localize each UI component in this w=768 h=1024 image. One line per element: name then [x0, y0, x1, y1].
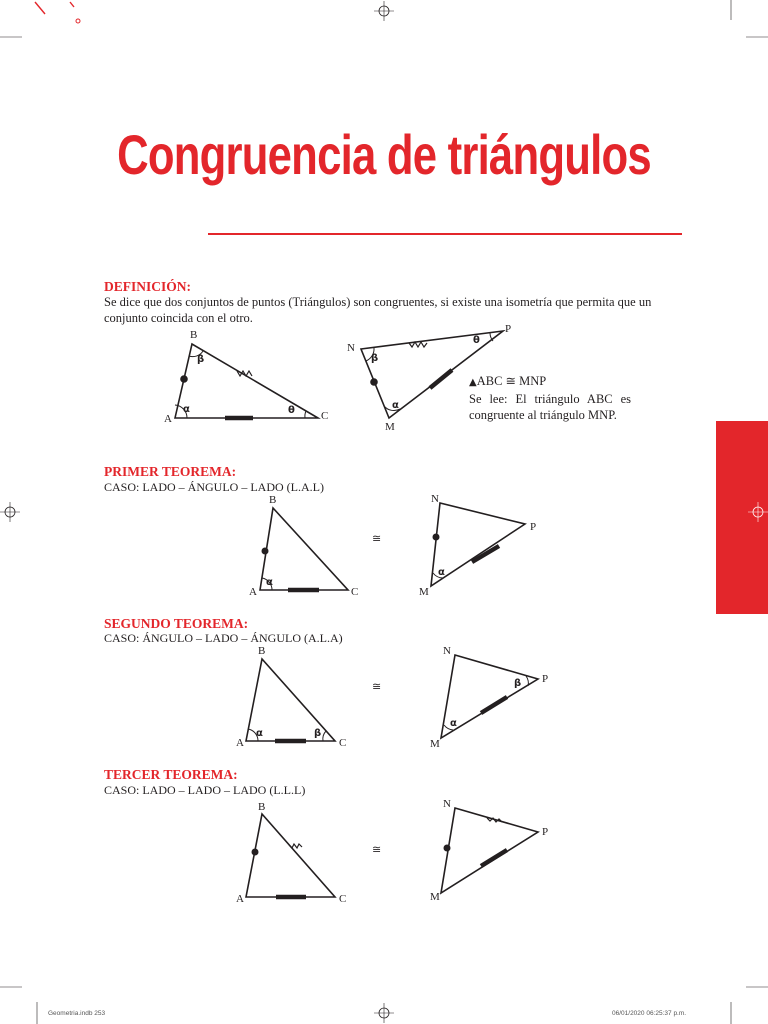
- vertex-label-p: P: [530, 521, 537, 533]
- tick-double-bar: [430, 370, 452, 388]
- midpoint-dot: [262, 548, 269, 555]
- segundo-teorema-caso: CASO: ÁNGULO – LADO – ÁNGULO (A.L.A): [104, 631, 343, 645]
- corner-accent: [70, 2, 74, 7]
- congruence-reading: Se lee: El triángulo ABC es congruente al triángulo MNP.: [469, 392, 631, 422]
- vertex-label-n: N: [347, 342, 355, 354]
- segundo-teorema-heading: SEGUNDO TEOREMA:: [104, 616, 249, 631]
- congruent-symbol: ≅: [372, 533, 382, 545]
- vertex-label-c: C: [351, 586, 359, 598]
- definicion-text: Se dice que dos conjuntos de puntos (Triángulos) son congruentes, si existe una isometría que permita que un conjunto coincida con el otro.: [104, 295, 652, 325]
- vertex-label-n: N: [443, 798, 451, 810]
- page-title: Congruencia de triángulos: [117, 123, 651, 186]
- vertex-label-m: M: [430, 891, 440, 903]
- angle-label-theta: θ: [288, 405, 295, 416]
- triangle-abc-lal: [260, 508, 348, 590]
- angle-arc-p: [526, 676, 528, 686]
- vertex-label-a: A: [164, 413, 172, 425]
- tercer-teorema-heading: TERCER TEOREMA:: [104, 767, 238, 782]
- footer-datetime: 06/01/2020 06:25:37 p.m.: [612, 1010, 687, 1017]
- tick-double-bar: [481, 697, 507, 713]
- triangle-mnp-lal: [431, 503, 525, 586]
- angle-arc-c: [323, 731, 326, 741]
- vertex-label-c: C: [339, 893, 347, 905]
- primer-teorema-caso: CASO: LADO – ÁNGULO – LADO (L.A.L): [104, 480, 324, 494]
- tick-double-bar: [472, 546, 499, 562]
- angle-label-beta: β: [371, 353, 379, 364]
- vertex-label-m: M: [430, 738, 440, 750]
- midpoint-dot: [433, 534, 440, 541]
- midpoint-dot: [252, 849, 259, 856]
- angle-label-alpha: α: [450, 718, 457, 729]
- congruent-symbol: ≅: [372, 681, 382, 693]
- triangle-abc-lll: [246, 814, 335, 897]
- angle-label-beta: β: [514, 678, 522, 689]
- angle-label-alpha: α: [392, 400, 399, 411]
- corner-accent: [76, 19, 80, 23]
- vertex-label-a: A: [249, 586, 257, 598]
- tercer-teorema-caso: CASO: LADO – LADO – LADO (L.L.L): [104, 783, 306, 797]
- triangle-symbol-icon: ▲: [469, 377, 477, 388]
- angle-label-alpha: α: [266, 577, 273, 588]
- definicion-heading: DEFINICIÓN:: [104, 279, 192, 294]
- vertex-label-n: N: [443, 645, 451, 657]
- vertex-label-b: B: [190, 329, 198, 341]
- vertex-label-a: A: [236, 737, 244, 749]
- triangle-mnp-definition: [361, 331, 503, 418]
- midpoint-dot: [180, 375, 188, 383]
- angle-arc-c: [305, 411, 306, 418]
- corner-accent: [35, 2, 45, 14]
- footer-file: Geometria.indb 253: [48, 1010, 106, 1017]
- angle-label-beta: β: [314, 728, 322, 739]
- angle-label-beta: β: [197, 354, 205, 365]
- tick-double-bar: [481, 850, 507, 866]
- angle-label-theta: θ: [473, 335, 480, 346]
- midpoint-dot: [370, 378, 378, 386]
- angle-label-alpha: α: [183, 404, 190, 415]
- vertex-label-b: B: [269, 494, 277, 506]
- vertex-label-b: B: [258, 645, 266, 657]
- vertex-label-m: M: [419, 586, 429, 598]
- congruence-notation-text: ABC ≅ MNP: [476, 374, 547, 388]
- primer-teorema-heading: PRIMER TEOREMA:: [104, 464, 237, 479]
- vertex-label-p: P: [542, 826, 549, 838]
- congruent-symbol: ≅: [372, 844, 382, 856]
- vertex-label-c: C: [321, 410, 329, 422]
- vertex-label-m: M: [385, 421, 395, 433]
- vertex-label-c: C: [339, 737, 347, 749]
- vertex-label-p: P: [505, 323, 512, 335]
- vertex-label-p: P: [542, 673, 549, 685]
- vertex-label-n: N: [431, 493, 439, 505]
- vertex-label-a: A: [236, 893, 244, 905]
- midpoint-dot: [444, 845, 451, 852]
- vertex-label-b: B: [258, 801, 266, 813]
- angle-label-alpha: α: [256, 728, 263, 739]
- angle-label-alpha: α: [438, 567, 445, 578]
